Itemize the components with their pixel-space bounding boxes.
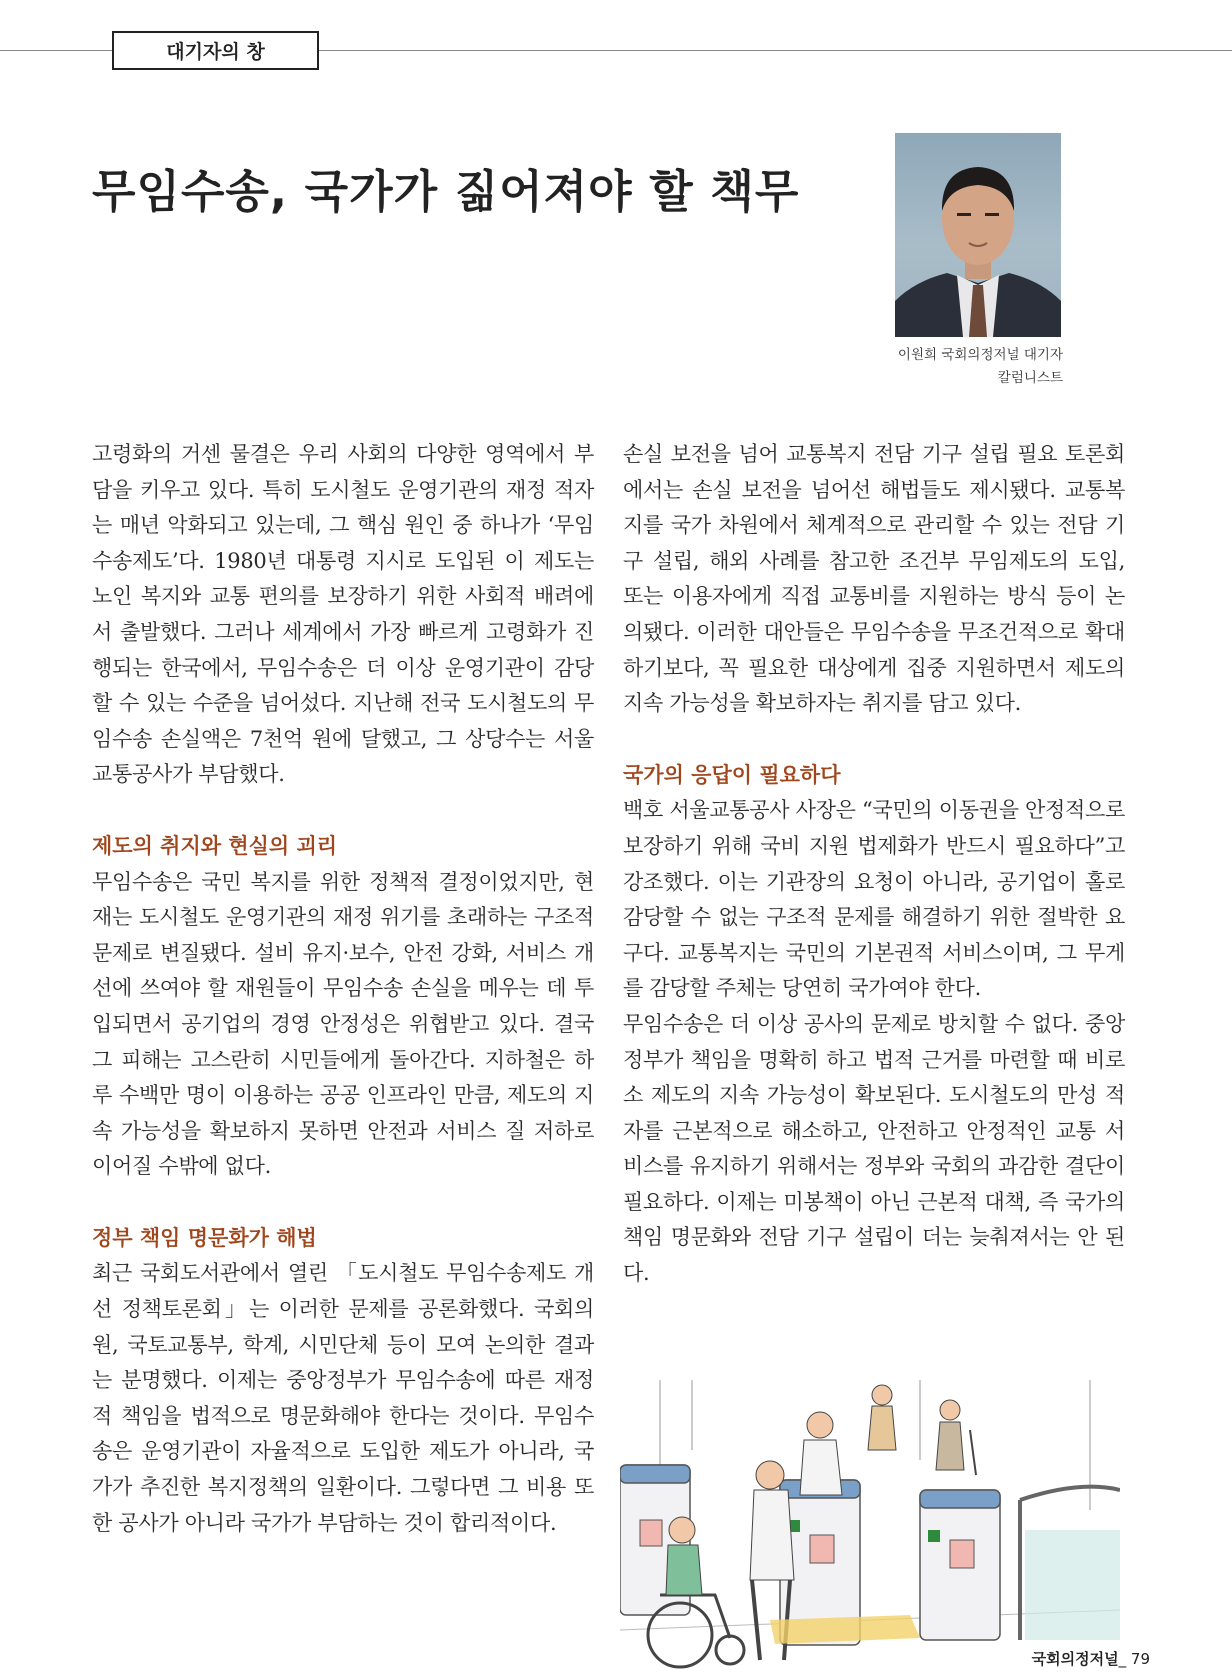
section2-heading: 정부 책임 명문화가 해법 [92, 1225, 317, 1250]
right-column [623, 437, 1125, 1292]
left-column [92, 437, 594, 1541]
author-caption [898, 344, 1063, 390]
page-number: 79 [1130, 1650, 1150, 1668]
section2-paragraph: 최근 국회도서관에서 열린 「도시철도 무임수송제도 개선 정책토론회」는 이러한 문제를 공론화했다. 국회의원, 국토교통부, 학계, 시민단체 등이 모여 논의한 결과는 분명했다. 이제는 중앙정부가 무임수송에 따른 재정적 책임을 법적으로 명문화해야 한다는 것이다. 무임수송은 운영기관이 자율적으로 도입한 제도가 아니라, 국가가 추진한 복지정책의 일환이다. 그렇다면 그 비용 또한 공사가 아니라 국가가 부담하는 것이 합리적이다. [92, 1261, 594, 1535]
section-tab: 대기자의 창 [112, 31, 319, 70]
footer-separator: _ [1118, 1650, 1127, 1668]
subway-gate-illustration [620, 1380, 1120, 1674]
author-name: 이원희 국회의정저널 대기자 [897, 347, 1063, 363]
section1-paragraph: 무임수송은 국민 복지를 위한 정책적 결정이었지만, 현재는 도시철도 운영기관의 재정 위기를 초래하는 구조적 문제로 변질됐다. 설비 유지·보수, 안전 강화, 서비스 개선에 쓰여야 할 재원들이 무임수송 손실을 메우는 데 투입되면서 공기업의 경영 안정성은 위협받고 있다. 결국 그 피해는 고스란히 시민들에게 돌아간다. 지하철은 하루 수백만 명이 이용하는 공공 인프라인 만큼, 제도의 지속 가능성을 확보하지 못하면 안전과 서비스 질 저하로 이어질 수밖에 없다. [92, 869, 594, 1179]
right-paragraph: 손실 보전을 넘어 교통복지 전담 기구 설립 필요 토론회에서는 손실 보전을 넘어선 해법들도 제시됐다. 교통복지를 국가 차원에서 체계적으로 관리할 수 있는 전담 기구 설립, 해외 사례를 참고한 조건부 무임제도의 도입, 또는 이용자에게 직접 교통비를 지원하는 방식 등이 논의됐다. 이러한 대안들은 무임수송을 무조건적으로 확대하기보다, 꼭 필요한 대상에게 집중 지원하면서 제도의 지속 가능성을 확보하자는 취지를 담고 있다. [623, 442, 1125, 716]
author-photo [895, 133, 1061, 337]
article-title: 무임수송, 국가가 짊어져야 할 책무 [92, 165, 800, 218]
section3-paragraph-2: 무임수송은 더 이상 공사의 문제로 방치할 수 없다. 중앙정부가 책임을 명확히 하고 법적 근거를 마련할 때 비로소 제도의 지속 가능성이 확보된다. 도시철도의 만성 적자를 근본적으로 해소하고, 안전하고 안정적인 교통 서비스를 유지하기 위해서는 정부와 국회의 과감한 결단이 필요하다. 이제는 미봉책이 아닌 근본적 대책, 즉 국가의 책임 명문화와 전담 기구 설립이 더는 늦춰져서는 안 된다. [623, 1011, 1125, 1286]
section3-paragraph-1: 백호 서울교통공사 사장은 “국민의 이동권을 안정적으로 보장하기 위해 국비 지원 법제화가 반드시 필요하다”고 강조했다. 이는 기관장의 요청이 아니라, 공기업이 홀로 감당할 수 없는 구조적 문제를 해결하기 위한 절박한 요구다. 교통복지는 국민의 기본권적 서비스이며, 그 무게를 감당할 주체는 당연히 국가여야 한다. [623, 798, 1125, 1001]
page-footer [1032, 1648, 1150, 1669]
section3-heading: 국가의 응답이 필요하다 [623, 762, 841, 787]
intro-paragraph: 고령화의 거센 물결은 우리 사회의 다양한 영역에서 부담을 키우고 있다. 특히 도시철도 운영기관의 재정 적자는 매년 악화되고 있는데, 그 핵심 원인 중 하나가 ‘무임수송제도’다. 1980년 대통령 지시로 도입된 이 제도는 노인 복지와 교통 편의를 보장하기 위한 사회적 배려에서 출발했다. 그러나 세계에서 가장 빠르게 고령화가 진행되는 한국에서, 무임수송은 더 이상 운영기관이 감당할 수 있는 수준을 넘어섰다. 지난해 전국 도시철도의 무임수송 손실액은 7천억 원에 달했고, 그 상당수는 서울교통공사가 부담했다. [92, 442, 594, 787]
magazine-name: 국회의정저널 [1031, 1650, 1119, 1668]
author-role: 칼럼니스트 [997, 370, 1063, 386]
section1-heading: 제도의 취지와 현실의 괴리 [92, 833, 338, 858]
